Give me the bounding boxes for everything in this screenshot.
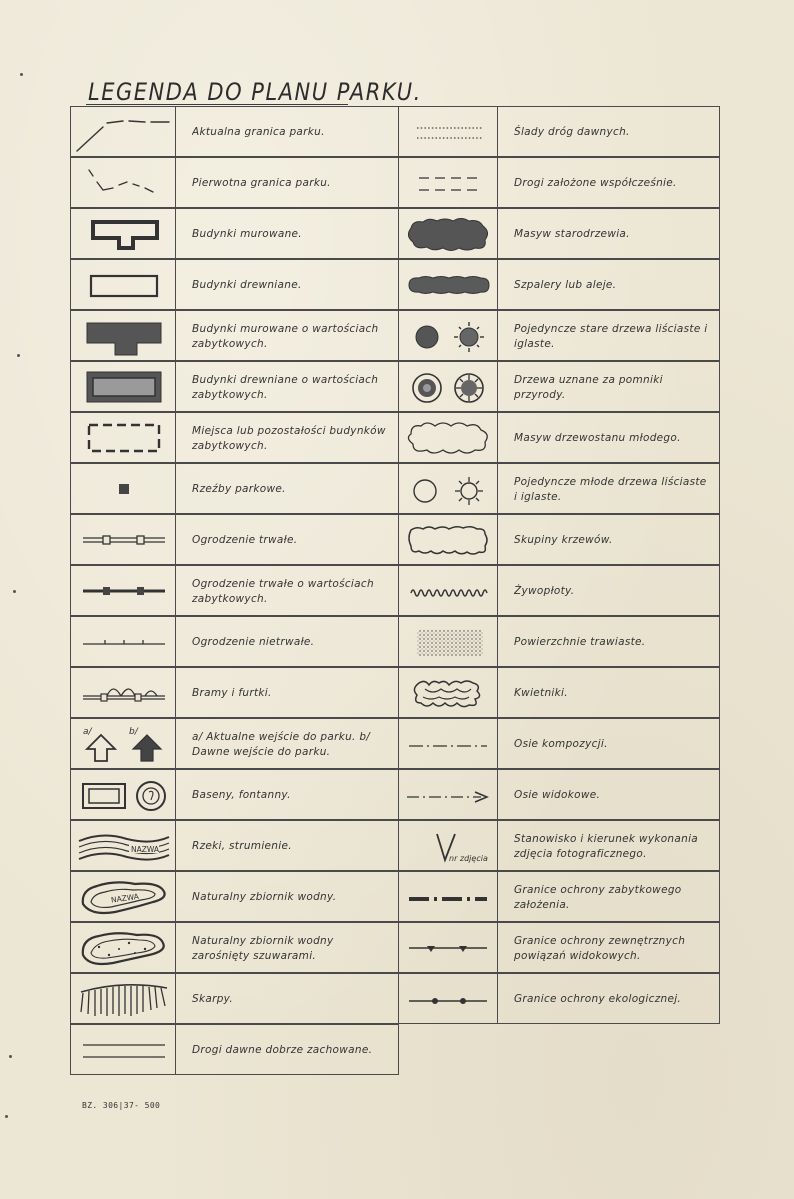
entrance-mark-b: b/ [129,726,138,737]
view-axes-icon [398,769,498,820]
legend-row [70,769,720,820]
legend-row [70,259,720,310]
print-code: BZ. 306|37- 500 [82,1101,161,1110]
legend-label: Ogrodzenie trwałe. [175,514,399,565]
legend-row [70,1024,720,1075]
composition-axes-icon [398,718,498,769]
single-old-trees-icon [398,310,498,361]
legend-label: Ogrodzenie trwałe o wartościach zabytkowych. [175,565,399,616]
shrub-groups-icon [398,514,498,565]
building-remains-icon [70,412,176,463]
legend-label: Miejsca lub pozostałości budynków zabytkowych. [175,412,399,463]
external-view-protection-boundary-icon [398,922,498,973]
photo-position-icon [398,820,498,871]
legend-row [70,310,720,361]
old-road-traces-icon [398,106,498,157]
page-title: LEGENDA DO PLANU PARKU. [88,78,422,106]
legend-label: Drzewa uznane za pomniki przyrody. [497,361,720,412]
legend-label: Ogrodzenie nietrwałe. [175,616,399,667]
legend-label: a/ Aktualne wejście do parku. b/ Dawne wejście do parku. [175,718,399,769]
grass-areas-icon [398,616,498,667]
legend-row [70,463,720,514]
natural-monument-trees-icon [398,361,498,412]
legend-label: Rzeki, strumienie. [175,820,399,871]
legend-label: Granice ochrony zabytkowego założenia. [497,871,720,922]
legend-row [70,667,720,718]
legend-label: Budynki murowane. [175,208,399,259]
brick-building-icon [70,208,176,259]
ecological-protection-boundary-icon [398,973,498,1024]
legend-label: Budynki drewniane. [175,259,399,310]
river-name-mark: NAZWA [131,844,160,854]
pool-fountain-icon [70,769,176,820]
legend-label: Naturalny zbiornik wodny. [175,871,399,922]
pond-name-mark: NAZWA [110,891,140,905]
legend-row [70,871,720,922]
legend-row [70,208,720,259]
legend-label: Masyw drzewostanu młodego. [497,412,720,463]
legend-row [70,412,720,463]
old-tree-mass-icon [398,208,498,259]
overgrown-pond-icon [70,922,176,973]
hedges-icon [398,565,498,616]
legend-label: Masyw starodrzewia. [497,208,720,259]
wooden-building-icon [70,259,176,310]
legend-row [70,820,720,871]
legend-row [70,361,720,412]
escarpment-icon [70,973,176,1024]
legend-label: Pierwotna granica parku. [175,157,399,208]
legend-row [70,718,720,769]
legend-label: Bramy i furtki. [175,667,399,718]
legend-row [70,973,720,1024]
scan-speck [5,1115,8,1118]
legend-label: Stanowisko i kierunek wykonania zdjęcia fotograficznego. [497,820,720,871]
tree-rows-alleys-icon [398,259,498,310]
legend-label: Osie widokowe. [497,769,720,820]
legend-label: Osie kompozycji. [497,718,720,769]
legend-row [70,514,720,565]
park-entrance-arrows-icon [70,718,176,769]
legend-label: Pojedyncze młode drzewa liściaste i iglaste. [497,463,720,514]
scan-speck [20,73,23,76]
legend-label: Drogi założone współcześnie. [497,157,720,208]
legend-label: Granice ochrony zewnętrznych powiązań widokowych. [497,922,720,973]
legend-table [70,106,720,1075]
historic-wooden-building-icon [70,361,176,412]
entrance-mark-a: a/ [83,726,92,737]
legend-row [70,106,720,157]
legend-row [70,616,720,667]
original-boundary-line-icon [70,157,176,208]
legend-label: Żywopłoty. [497,565,720,616]
legend-label: Budynki murowane o wartościach zabytkowych. [175,310,399,361]
gates-wickets-icon [70,667,176,718]
legend-row [70,565,720,616]
monument-protection-boundary-icon [398,871,498,922]
legend-row [70,157,720,208]
legend-label: Ślady dróg dawnych. [497,106,720,157]
park-sculpture-icon [70,463,176,514]
modern-roads-icon [398,157,498,208]
legend-label: Granice ochrony ekologicznej. [497,973,720,1024]
scan-speck [17,354,20,357]
legend-label: Aktualna granica parku. [175,106,399,157]
scan-speck [13,590,16,593]
title-underline [86,104,348,105]
legend-label: Kwietniki. [497,667,720,718]
permanent-fence-icon [70,514,176,565]
natural-pond-icon [70,871,176,922]
legend-label: Szpalery lub aleje. [497,259,720,310]
legend-label: Drogi dawne dobrze zachowane. [175,1024,399,1075]
old-road-preserved-icon [70,1024,176,1075]
flower-beds-icon [398,667,498,718]
legend-label: Rzeźby parkowe. [175,463,399,514]
legend-label: Budynki drewniane o wartościach zabytkowych. [175,361,399,412]
legend-label: Skupiny krzewów. [497,514,720,565]
legend-label: Pojedyncze stare drzewa liściaste i iglaste. [497,310,720,361]
current-boundary-line-icon [70,106,176,157]
photo-number-mark: nr zdjęcia [449,853,488,863]
legend-label: Skarpy. [175,973,399,1024]
legend-row [70,922,720,973]
legend-label: Powierzchnie trawiaste. [497,616,720,667]
legend-label: Naturalny zbiornik wodny zarośnięty szuwarami. [175,922,399,973]
young-tree-mass-icon [398,412,498,463]
scan-speck [9,1055,12,1058]
historic-brick-building-icon [70,310,176,361]
temporary-fence-icon [70,616,176,667]
river-stream-icon [70,820,176,871]
historic-permanent-fence-icon [70,565,176,616]
legend-label: Baseny, fontanny. [175,769,399,820]
single-young-trees-icon [398,463,498,514]
